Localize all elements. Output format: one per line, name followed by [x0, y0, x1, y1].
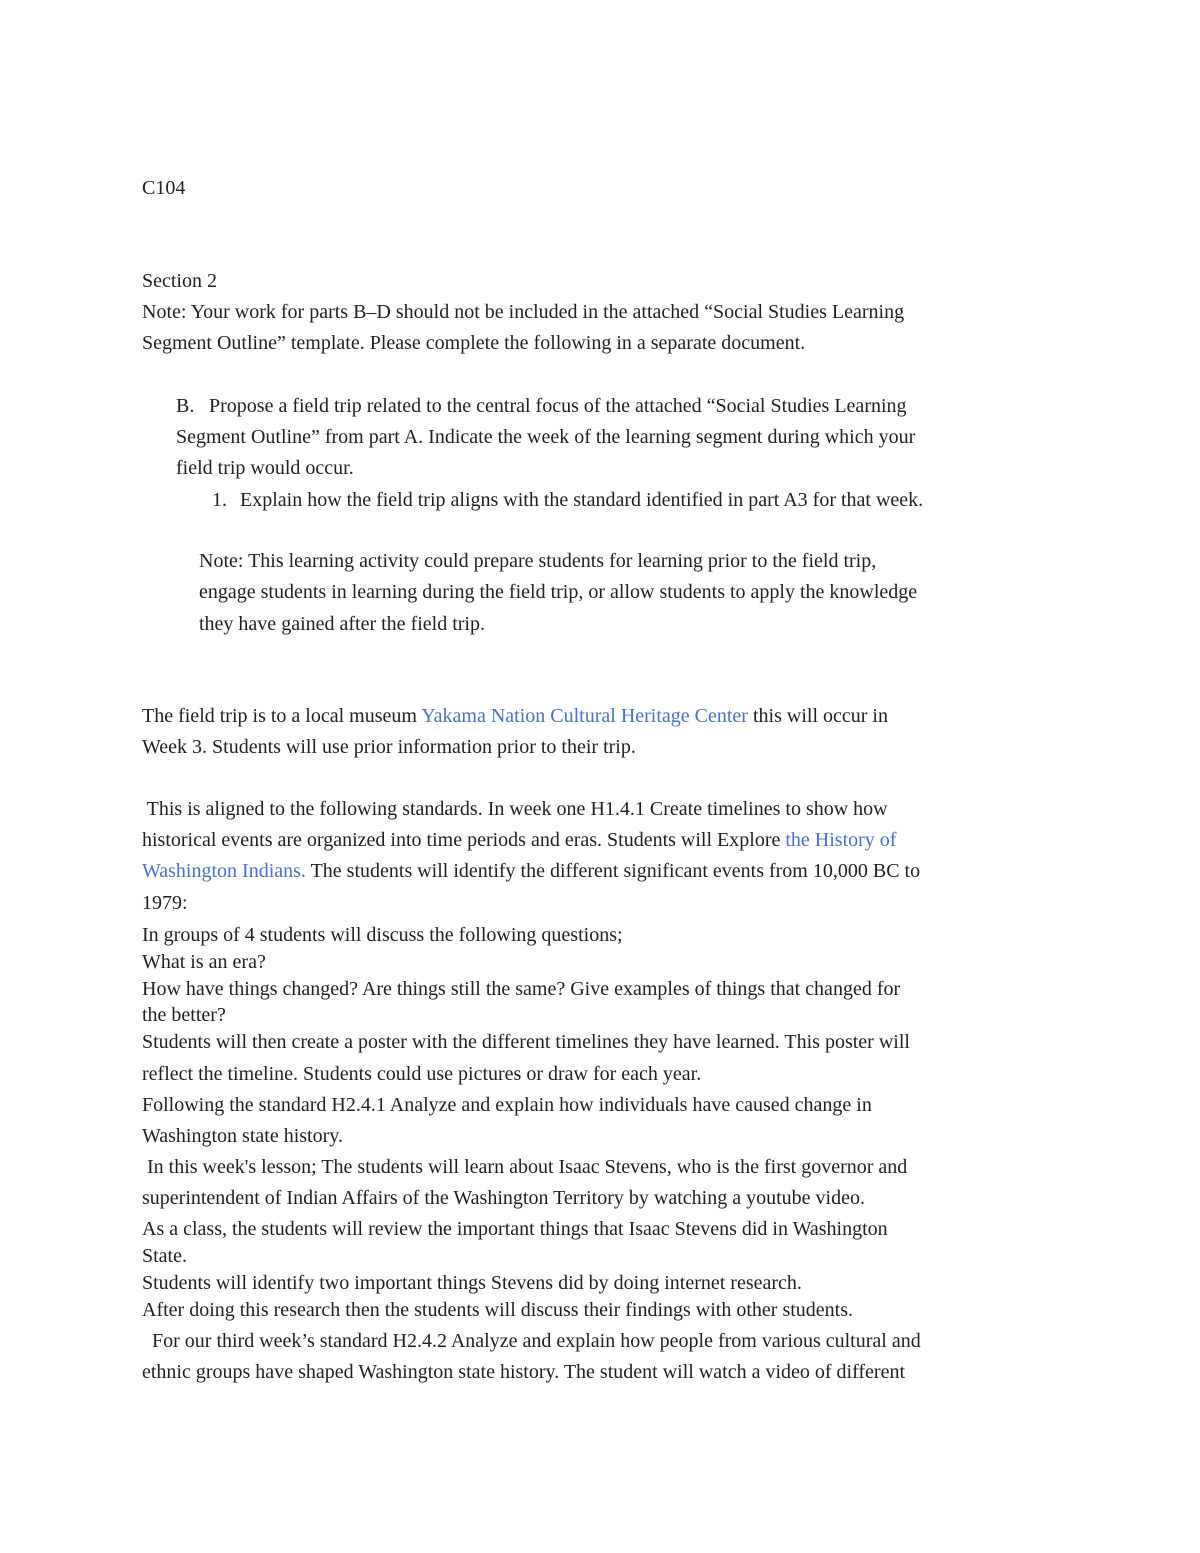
museum-link[interactable]: Yakama Nation Cultural Heritage Center	[421, 705, 748, 727]
response-line: Following the standard H2.4.1 Analyze and explain how individuals have caused change in	[142, 1094, 872, 1116]
response-line: Students will identify two important things Stevens did by doing internet research.	[142, 1272, 802, 1294]
item-b-line: field trip would occur.	[176, 457, 354, 479]
response-paragraph-2	[142, 830, 896, 850]
response-line: Students will then create a poster with the different timelines they have learned. This poster will	[142, 1031, 910, 1053]
response-line: For our third week’s standard H2.4.2 Analyze and explain how people from various cultural and	[142, 1330, 921, 1352]
response-line: superintendent of Indian Affairs of the Washington Territory by watching a youtube video.	[142, 1187, 865, 1209]
response-text: The students will identify the different significant events from 10,000 BC to	[305, 860, 921, 882]
response-text: The field trip is to a local museum	[142, 705, 422, 727]
section-note-line: Note: Your work for parts B–D should not be included in the attached “Social Studies Learning	[142, 301, 905, 323]
response-line: Week 3. Students will use prior information prior to their trip.	[142, 736, 636, 758]
response-line: ethnic groups have shaped Washington state history. The student will watch a video of different	[142, 1361, 906, 1383]
response-line: State.	[142, 1245, 187, 1267]
section-note-line: Segment Outline” template. Please complete the following in a separate document.	[142, 332, 806, 354]
response-text: historical events are organized into time periods and eras. Students will Explore	[142, 829, 786, 851]
inner-note-line: Note: This learning activity could prepare students for learning prior to the field trip,	[199, 550, 877, 572]
course-code: C104	[142, 177, 186, 199]
response-line: Washington state history.	[142, 1125, 343, 1147]
item-b-marker: B.	[176, 395, 195, 417]
sub-item-1-text: Explain how the field trip aligns with the standard identified in part A3 for that week.	[240, 489, 924, 511]
inner-note-line: they have gained after the field trip.	[199, 613, 485, 635]
response-line: reflect the timeline. Students could use pictures or draw for each year.	[142, 1063, 702, 1085]
response-line: In groups of 4 students will discuss the following questions;	[142, 924, 623, 946]
response-paragraph-1	[142, 706, 888, 726]
response-line: What is an era?	[142, 951, 266, 973]
item-b-line: Segment Outline” from part A. Indicate the week of the learning segment during which your	[176, 426, 916, 448]
response-line: How have things changed? Are things still the same? Give examples of things that changed for	[142, 978, 901, 1000]
response-paragraph-2-cont	[142, 861, 920, 881]
section-title: Section 2	[142, 270, 217, 292]
response-line: As a class, the students will review the important things that Isaac Stevens did in Washington	[142, 1218, 888, 1240]
response-line: In this week's lesson; The students will learn about Isaac Stevens, who is the first governor and	[142, 1156, 908, 1178]
response-line: 1979:	[142, 892, 188, 914]
response-line: After doing this research then the students will discuss their findings with other students.	[142, 1299, 853, 1321]
item-b-line: Propose a field trip related to the central focus of the attached “Social Studies Learning	[209, 395, 907, 417]
sub-item-1-marker: 1.	[212, 489, 227, 511]
history-link[interactable]: the History of	[785, 829, 897, 851]
inner-note-line: engage students in learning during the field trip, or allow students to apply the knowledge	[199, 581, 918, 603]
response-line: This is aligned to the following standards. In week one H1.4.1 Create timelines to show how	[142, 798, 888, 820]
response-line: the better?	[142, 1004, 226, 1026]
history-link[interactable]: Washington Indians.	[142, 860, 306, 882]
response-text: this will occur in	[747, 705, 888, 727]
